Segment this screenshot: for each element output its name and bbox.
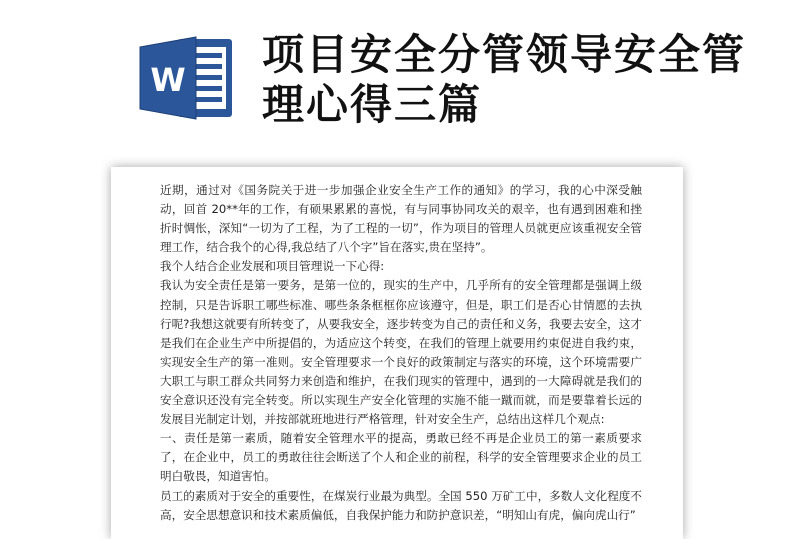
paragraph: 我认为安全责任是第一要务，是第一位的，现实的生产中，几乎所有的安全管理都是强调上级控制，只是告诉职工哪些标准、哪些条条框框你应该遵守，但是，职工们是否心甘情愿的去执行呢?我想这就要有所转变了，从要我安全，逐步转变为自己的责任和义务，我要去安全，这才是我们在企业生产中所提倡的，为适应这个转变，在我们的管理上就要用约束促进自我约束，实现安全生产的第一准则。安全管理要求一个良好的政策制定与落实的环境，这个环境需要广大职工与职工群众共同努力来创造和维护，在我们现实的管理中，遇到的一大障碍就是我们的安全意识还没有完全转变。所以实现生产安全化管理的实施不能一蹴而就，而是要靠着长远的发展目光制定计划，并按部就班地进行严格管理，针对安全生产，总结出这样几个观点: <box>160 278 642 427</box>
paragraph: 一、责任是第一素质，随着安全管理水平的提高，勇敢已经不再是企业员工的第一素质要求了，在企业中，员工的勇敢往往会断送了个人和企业的前程，科学的安全管理要求企业的员工明白敬畏，知道害怕。 <box>160 431 642 484</box>
svg-text:W: W <box>150 61 186 99</box>
word-icon <box>138 33 234 123</box>
document-page <box>111 167 683 539</box>
header <box>0 0 800 150</box>
paragraph: 员工的素质对于安全的重要性，在煤炭行业最为典型。全国 550 万矿工中，多数人文化程度不高，安全思想意识和技术素质偏低，自我保护能力和防护意识差，“明知山有虎，偏向虎山行” <box>160 488 642 522</box>
paragraph: 近期，通过对《国务院关于进一步加强企业安全生产工作的通知》的学习，我的心中深受触动，回首 20**年的工作，有硕果累累的喜悦，有与同事协同攻关的艰辛，也有遇到困难和挫折时惆怅，深知“一切为了工程，为了工程的一切”，作为项目的管理人员就更应该重视安全管理工作，结合我个的心得,我总结了八个字”旨在落实,贵在坚持”。 <box>160 183 642 255</box>
document-body <box>160 181 642 525</box>
document-title: 项目安全分管领导安全管理心得三篇 <box>262 30 747 129</box>
paragraph: 我个人结合企业发展和项目管理说一下心得: <box>160 259 385 274</box>
